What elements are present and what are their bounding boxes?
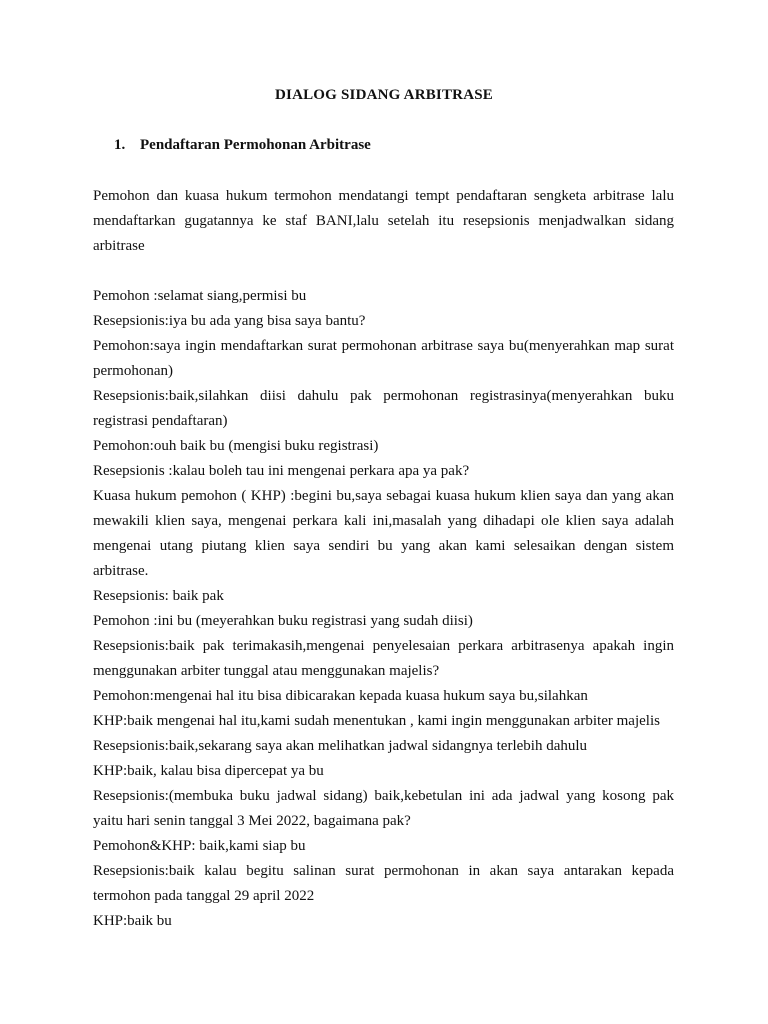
dialog-line: KHP:baik, kalau bisa dipercepat ya bu (93, 763, 324, 779)
document-body (93, 184, 674, 934)
document-title: DIALOG SIDANG ARBITRASE (275, 87, 493, 103)
dialog-line: Kuasa hukum pemohon ( KHP) :begini bu,saya sebagai kuasa hukum klien saya dan yang akan mewakili klien saya, mengenai perkara kali ini,masalah yang dihadapi ole klien saya adalah mengenai utang piutang klien saya sendiri bu yang akan kami selesaikan dengan sistem arbitrase. (93, 488, 674, 579)
section-heading-text: Pendaftaran Permohonan Arbitrase (140, 137, 371, 153)
dialog-line: KHP:baik mengenai hal itu,kami sudah menentukan , kami ingin menggunakan arbiter majelis (93, 713, 660, 729)
section-number: 1. (114, 137, 126, 153)
dialog-line: Resepsionis:baik kalau begitu salinan surat permohonan in akan saya antarakan kepada termohon pada tanggal 29 april 2022 (93, 863, 674, 904)
dialog-line: Pemohon:saya ingin mendaftarkan surat permohonan arbitrase saya bu(menyerahkan map surat permohonan) (93, 338, 674, 379)
dialog-line: KHP:baik bu (93, 913, 172, 929)
dialog-line: Resepsionis: baik pak (93, 588, 224, 604)
section-heading (114, 137, 371, 154)
dialog-line: Resepsionis:(membuka buku jadwal sidang) baik,kebetulan ini ada jadwal yang kosong pak yaitu hari senin tanggal 3 Mei 2022, bagaimana pak? (93, 788, 674, 829)
dialog-line: Pemohon :ini bu (meyerahkan buku registrasi yang sudah diisi) (93, 613, 473, 629)
dialog-line: Pemohon:mengenai hal itu bisa dibicarakan kepada kuasa hukum saya bu,silahkan (93, 688, 588, 704)
dialog-line: Pemohon:ouh baik bu (mengisi buku registrasi) (93, 438, 379, 454)
dialog-line: Resepsionis :kalau boleh tau ini mengenai perkara apa ya pak? (93, 463, 470, 479)
dialog-line: Resepsionis:baik,sekarang saya akan melihatkan jadwal sidangnya terlebih dahulu (93, 738, 588, 754)
dialog-line: Pemohon&KHP: baik,kami siap bu (93, 838, 306, 854)
dialog-line: Pemohon :selamat siang,permisi bu (93, 288, 307, 304)
intro-paragraph: Pemohon dan kuasa hukum termohon mendatangi tempt pendaftaran sengketa arbitrase lalu mendaftarkan gugatannya ke staf BANI,lalu setelah itu resepsionis menjadwalkan sidang arbitrase (93, 188, 674, 254)
paragraph-spacer (93, 259, 674, 284)
dialog-line: Resepsionis:baik pak terimakasih,mengenai penyelesaian perkara arbitrasenya apakah ingin menggunakan arbiter tunggal atau menggunakan majelis? (93, 638, 674, 679)
dialog-line: Resepsionis:baik,silahkan diisi dahulu pak permohonan registrasinya(menyerahkan buku registrasi pendaftaran) (93, 388, 674, 429)
dialog-line: Resepsionis:iya bu ada yang bisa saya bantu? (93, 313, 366, 329)
